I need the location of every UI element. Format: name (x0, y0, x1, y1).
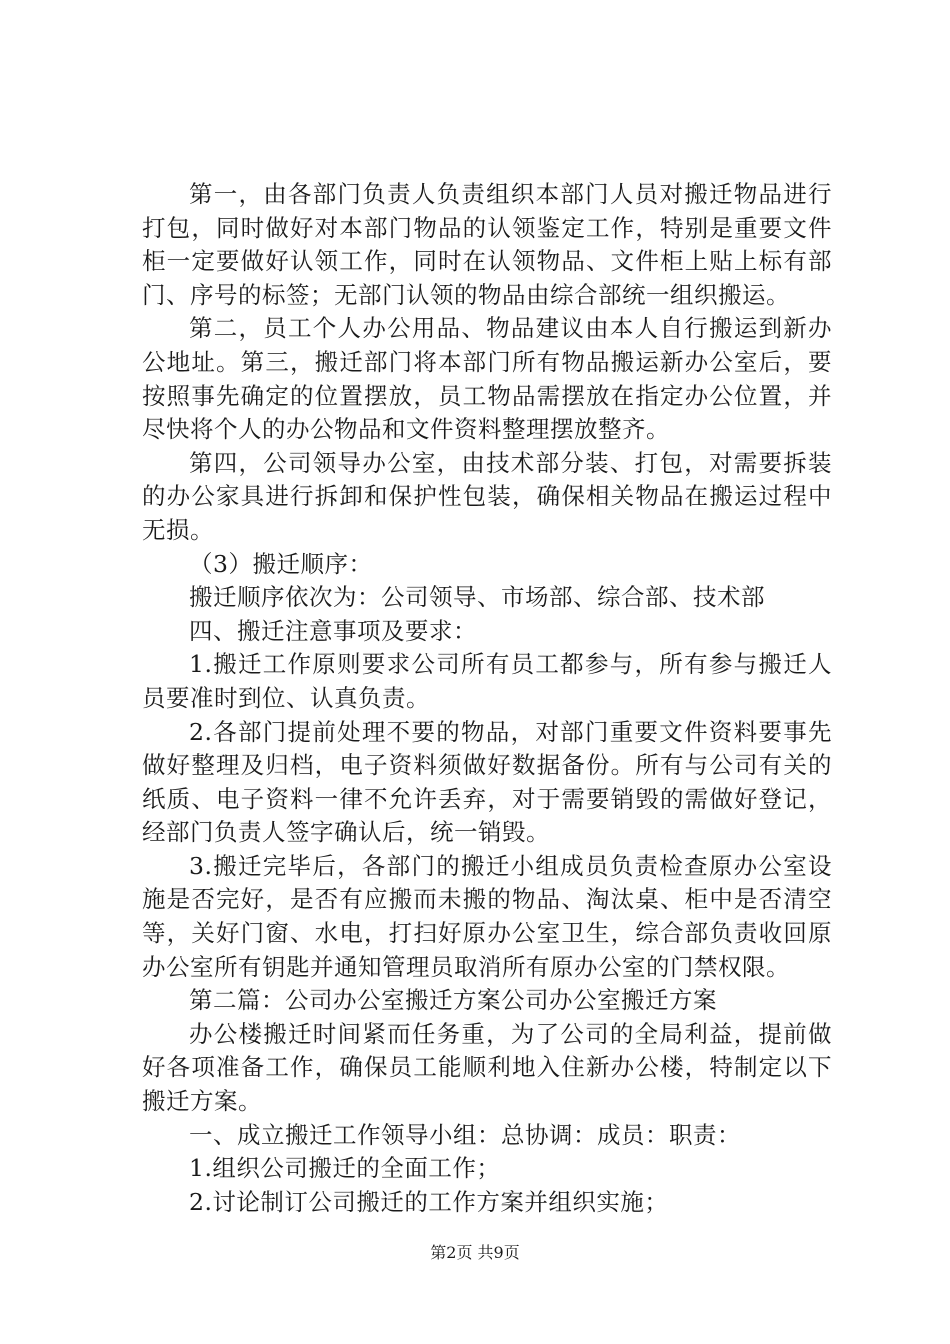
section-heading: 一、成立搬迁工作领导小组：总协调：成员：职责： (189, 1120, 741, 1149)
list-item: 2.讨论制订公司搬迁的工作方案并组织实施； (189, 1187, 669, 1216)
paragraph: 搬迁顺序依次为：公司领导、市场部、综合部、技术部 (189, 583, 765, 612)
paragraph: （3）搬迁顺序： (189, 549, 373, 578)
page-number-label: 第2页 共9页 (430, 1243, 520, 1262)
list-item: 3.搬迁完毕后，各部门的搬迁小组成员负责检查原办公室设施是否完好，是否有应搬而未搬的物品、淘汰桌、柜中是否清空等，关好门窗、水电，打扫好原办公室卫生，综合部负责收回原办公室所有钥匙并通知管理员取消所有原办公室的门禁权限。 (142, 851, 832, 981)
page-footer (0, 1240, 950, 1263)
paragraph: 第一，由各部门负责人负责组织本部门人员对搬迁物品进行打包，同时做好对本部门物品的认领鉴定工作，特别是重要文件柜一定要做好认领工作，同时在认领物品、文件柜上贴上标有部门、序号的标签；无部门认领的物品由综合部统一组织搬运。 (142, 180, 832, 309)
list-item: 2.各部门提前处理不要的物品，对部门重要文件资料要事先做好整理及归档，电子资料须做好数据备份。所有与公司有关的纸质、电子资料一律不允许丢弃，对于需要销毁的需做好登记，经部门负责人签字确认后，统一销毁。 (142, 717, 832, 847)
document-body (142, 178, 832, 1219)
paragraph: 第二，员工个人办公用品、物品建议由本人自行搬运到新办公地址。第三，搬迁部门将本部门所有物品搬运新办公室后，要按照事先确定的位置摆放，员工物品需摆放在指定办公位置，并尽快将个人的办公物品和文件资料整理摆放整齐。 (142, 314, 832, 444)
list-item: 1.组织公司搬迁的全面工作； (189, 1154, 501, 1183)
list-item: 1.搬迁工作原则要求公司所有员工都参与，所有参与搬迁人员要准时到位、认真负责。 (142, 650, 832, 712)
chapter-heading: 第二篇：公司办公室搬迁方案公司办公室搬迁方案 (189, 986, 717, 1015)
paragraph: 办公楼搬迁时间紧而任务重，为了公司的全局利益，提前做好各项准备工作，确保员工能顺利地入住新办公楼，特制定以下搬迁方案。 (142, 1019, 832, 1116)
section-heading: 四、搬迁注意事项及要求： (189, 616, 477, 645)
paragraph: 第四，公司领导办公室，由技术部分装、打包，对需要拆装的办公家具进行拆卸和保护性包装，确保相关物品在搬运过程中无损。 (142, 448, 832, 544)
